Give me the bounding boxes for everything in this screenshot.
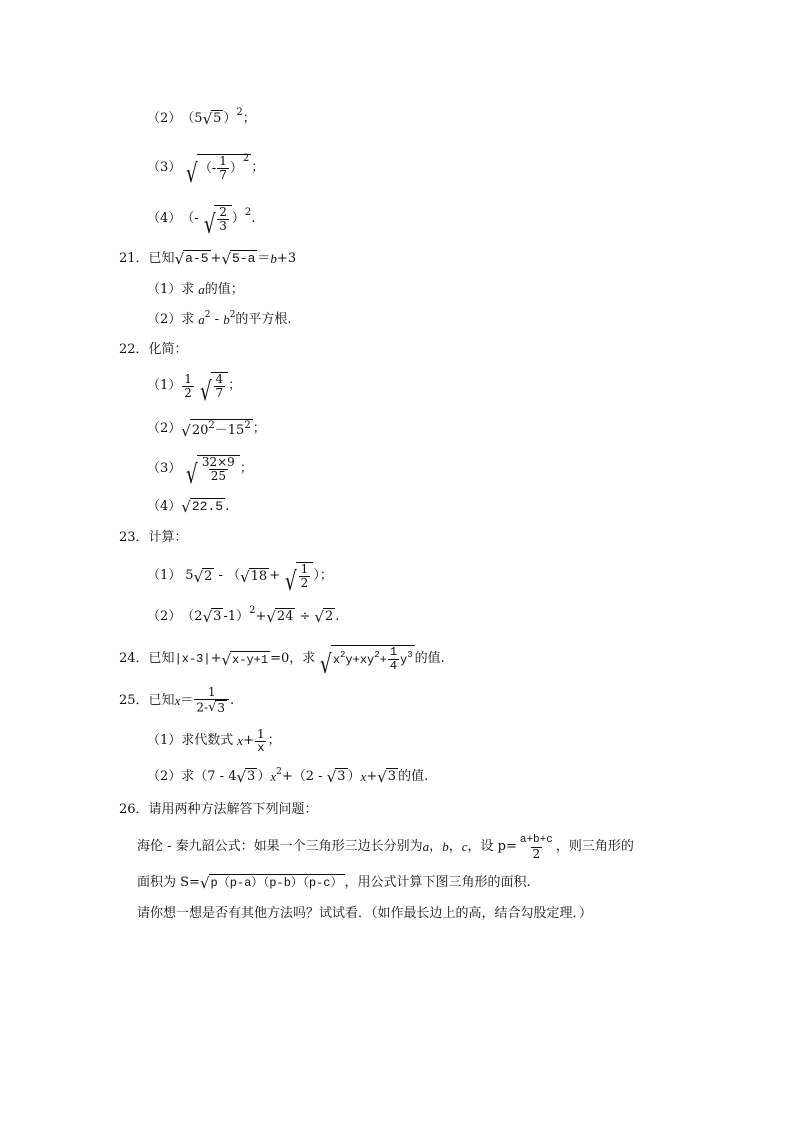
q20-part2: （2） （5 √ 5 ） $^2$ ； <box>147 106 256 128</box>
text: ； <box>251 160 265 175</box>
q22-part1 <box>147 370 242 407</box>
question-number: 25． <box>119 693 149 708</box>
fraction <box>518 834 555 861</box>
radical: √ 2 <box>314 608 334 626</box>
q22-part4 <box>147 498 229 515</box>
text: ； <box>252 421 266 436</box>
text: ； <box>267 733 281 748</box>
radicand: 5-a <box>232 251 256 266</box>
radicand: 3 <box>337 769 346 784</box>
variable: a <box>198 282 205 297</box>
text: ； <box>242 110 256 126</box>
radicand-group: 20 $^2$ －15 $^2$ <box>191 420 251 438</box>
text: . <box>230 693 235 708</box>
q26-line2 <box>137 874 531 891</box>
radicand-group: （- $\frac{1}{7}$ ） $^2$ <box>198 152 250 182</box>
text: －15 <box>214 423 245 438</box>
text: （- <box>198 160 217 176</box>
part-label: （2）求 <box>147 312 195 327</box>
radicand-group: x $^2$ y+xy $^2$ + $\frac{1}{4}$ y $^3$ <box>332 645 413 673</box>
variable: b <box>223 312 230 327</box>
text: ）； <box>313 568 333 583</box>
text: ） <box>231 211 245 226</box>
radicand-group <box>214 205 232 233</box>
text: ÷ <box>299 608 311 624</box>
text: . <box>335 608 340 624</box>
text: y+xy <box>345 652 375 667</box>
numerator: 32×9 <box>201 455 235 469</box>
text: 面积为 S= <box>137 874 200 890</box>
radicand: 3 <box>213 609 222 624</box>
radicand-group <box>296 562 314 590</box>
denominator: 7 <box>215 386 224 400</box>
radicand: 24 <box>276 609 294 624</box>
numerator: 2 <box>219 205 227 219</box>
fraction <box>194 686 229 716</box>
radical: √ $\frac{1}{2}$ <box>280 562 313 590</box>
fraction <box>182 373 194 400</box>
text: + <box>366 768 378 784</box>
text: ， <box>448 839 462 854</box>
text: + <box>269 568 281 583</box>
variable: a <box>422 839 430 854</box>
radical: √ $\frac{32\times 9}{25}$ <box>181 455 240 483</box>
text: y <box>400 652 408 667</box>
part-label: （3） <box>147 160 182 175</box>
text: 已知 <box>148 250 175 266</box>
radicand: a-5 <box>185 251 209 266</box>
text: 5 <box>185 568 194 583</box>
q26-line3 <box>137 906 592 922</box>
variable: x <box>237 733 244 748</box>
text: 20 <box>191 423 209 438</box>
radicand: 3 <box>387 769 397 784</box>
text: + <box>243 733 254 748</box>
numerator: 1 <box>389 645 398 659</box>
text: ； <box>239 461 253 476</box>
radical: √ 5 <box>202 110 222 128</box>
denominator <box>194 699 229 716</box>
text: 的值. <box>414 651 445 666</box>
text: . <box>251 211 256 226</box>
q26-title <box>119 802 318 818</box>
text: + <box>379 652 387 667</box>
numerator: 1 <box>207 685 216 699</box>
text: 计算： <box>148 530 188 545</box>
q25-part2: （2）求（7 - 4 √ 3 ） x $^2$ +（2 - √ 3 ） x + √ 3 的值. <box>147 766 429 786</box>
radical: √ 3 <box>326 768 346 786</box>
radical: √ x $^2$ y+xy $^2$ + $\frac{1}{4}$ y $^3$ <box>320 645 413 680</box>
radicand: 5 <box>213 111 222 126</box>
radical: √ a-5 <box>174 250 209 268</box>
denominator: 2 <box>184 385 192 400</box>
text: + <box>210 651 222 666</box>
fraction <box>217 155 229 182</box>
part-label: （1）求 <box>147 282 195 297</box>
question-number: 26． <box>119 802 149 817</box>
radical: √ 3 <box>236 768 256 786</box>
radical: √ 5-a <box>221 250 256 268</box>
radical: √ 3 <box>208 700 225 715</box>
text: - （ <box>214 568 241 583</box>
q22-title <box>119 342 188 358</box>
radicand-group <box>211 372 229 400</box>
numerator: 1 <box>219 154 227 168</box>
radical: √ 20 $^2$ －15 $^2$ <box>181 420 251 440</box>
part-label: （1） <box>147 378 182 393</box>
variable: a <box>198 312 205 327</box>
text: |x-3| <box>174 652 211 666</box>
text: （2 <box>181 608 203 624</box>
text: 2- <box>196 700 209 715</box>
text: 海伦 - 秦九韶公式：如果一个三角形三边长分别为 <box>137 839 423 854</box>
q21-part1 <box>147 282 244 298</box>
text: 请用两种方法解答下列问题： <box>148 802 318 817</box>
text: +（2 - <box>281 768 327 784</box>
part-label: （4） <box>147 211 182 226</box>
variable: b <box>442 839 449 854</box>
radical: √ x-y+1 <box>221 650 269 669</box>
radicand: 2 <box>324 609 334 624</box>
part-label: （3） <box>147 461 182 476</box>
denominator: 25 <box>210 469 226 483</box>
fraction <box>200 456 237 483</box>
part-label: （2） <box>147 110 182 126</box>
text: 已知 <box>148 693 175 708</box>
text: +3 <box>276 250 297 266</box>
fraction <box>299 563 311 590</box>
part-label: （2） <box>147 608 182 624</box>
text: ，用公式计算下图三角形的面积. <box>344 874 531 890</box>
question-number: 22． <box>119 342 149 357</box>
radicand: x-y+1 <box>232 652 269 667</box>
variable: x <box>360 768 367 784</box>
fraction <box>217 206 229 233</box>
text: ，则三角形的 <box>555 839 634 854</box>
numerator: 1 <box>184 371 192 386</box>
text: ） <box>347 768 361 784</box>
numerator: 4 <box>215 372 224 386</box>
numerator: 1 <box>256 726 265 741</box>
q23-part1 <box>147 560 333 597</box>
q25-part1 <box>147 724 281 758</box>
text: ， <box>429 839 443 854</box>
part-label: （2）求（7 - 4 <box>147 768 237 784</box>
radical: √ $\frac{2}{3}$ <box>199 205 232 233</box>
text: - <box>210 312 224 327</box>
radical: √ $\frac{4}{7}$ <box>195 372 228 400</box>
radicand: 18 <box>250 568 268 584</box>
q20-part3 <box>147 150 265 189</box>
denominator: 3 <box>219 219 227 233</box>
part-label: （1） <box>147 568 182 583</box>
denominator: 7 <box>219 168 227 182</box>
text: 的值； <box>204 282 244 297</box>
q23-title <box>119 530 188 546</box>
part-label: （1）求代数式 <box>147 733 234 748</box>
part-label: （2） <box>147 421 182 436</box>
radicand-group <box>197 455 240 483</box>
q26-line1 <box>137 830 634 864</box>
denominator: 4 <box>389 659 398 673</box>
q20-part4: （4） （- √ $\frac{2}{3}$ ） $^2$ . <box>147 205 256 240</box>
variable: x <box>270 768 277 784</box>
radical: √ 22.5 <box>181 498 224 516</box>
radical: √ 3 <box>377 768 397 786</box>
radicand: 3 <box>217 701 225 715</box>
radicand: 3 <box>247 769 256 784</box>
text: 的平方根. <box>235 312 292 327</box>
q21-part2: （2）求 a $^2$ - b $^2$ 的平方根. <box>147 310 292 327</box>
text: -1） <box>223 608 250 624</box>
text: ） <box>229 160 243 176</box>
text: （5 <box>181 110 203 126</box>
numerator: 1 <box>300 562 309 576</box>
numerator: a+b+c <box>519 833 553 846</box>
text: ） <box>223 110 237 126</box>
variable: c <box>461 839 468 854</box>
text: 化简： <box>148 342 188 357</box>
fraction <box>255 728 267 755</box>
text: （- <box>181 211 199 226</box>
part-label: （4） <box>147 498 182 514</box>
denominator: 2 <box>300 576 309 590</box>
denominator: 2 <box>532 846 541 861</box>
text: . <box>225 498 230 514</box>
variable: x <box>174 693 181 708</box>
question-number: 21． <box>119 250 149 266</box>
question-number: 23． <box>119 530 149 545</box>
radicand: 2 <box>204 568 213 584</box>
text: + <box>255 608 267 624</box>
text: =0，求 <box>270 651 316 666</box>
radical: √ 18 <box>240 567 268 586</box>
fraction <box>388 646 399 673</box>
text: x <box>332 652 341 667</box>
radical: √ 24 <box>266 608 294 626</box>
q21-statement <box>119 250 296 267</box>
q24-statement <box>119 640 445 678</box>
question-number: 24． <box>119 651 149 666</box>
fraction <box>214 373 226 400</box>
text: 的值. <box>398 768 429 784</box>
text: 已知 <box>148 651 175 666</box>
q23-part2: （2） （2 √ 3 -1） $^2$ + √ 24 ÷ √ 2 . <box>147 604 340 626</box>
radicand: p（p-a）（p-b）（p-c） <box>210 876 343 890</box>
text: ，设 p= <box>467 839 517 854</box>
q22-part3 <box>147 452 253 490</box>
text: + <box>210 250 222 266</box>
text: 请你想一想是否有其他方法吗？试试看．（如作最长边上的高，结合勾股定理．） <box>137 906 593 921</box>
radical: √ 3 <box>202 608 222 626</box>
denominator: x <box>257 740 265 755</box>
q22-part2 <box>147 418 266 440</box>
text: ＝ <box>180 693 194 708</box>
radical: √ 2 <box>193 567 213 586</box>
radical: √ （- $\frac{1}{7}$ ） $^2$ <box>186 152 250 189</box>
radicand: 22.5 <box>191 499 224 514</box>
radical: √ p（p-a）（p-b）（p-c） <box>199 874 343 892</box>
variable: b <box>270 250 277 266</box>
q25-statement <box>119 684 234 718</box>
text: ＝ <box>257 250 271 266</box>
text: ； <box>228 378 242 393</box>
text: ） <box>257 768 271 784</box>
